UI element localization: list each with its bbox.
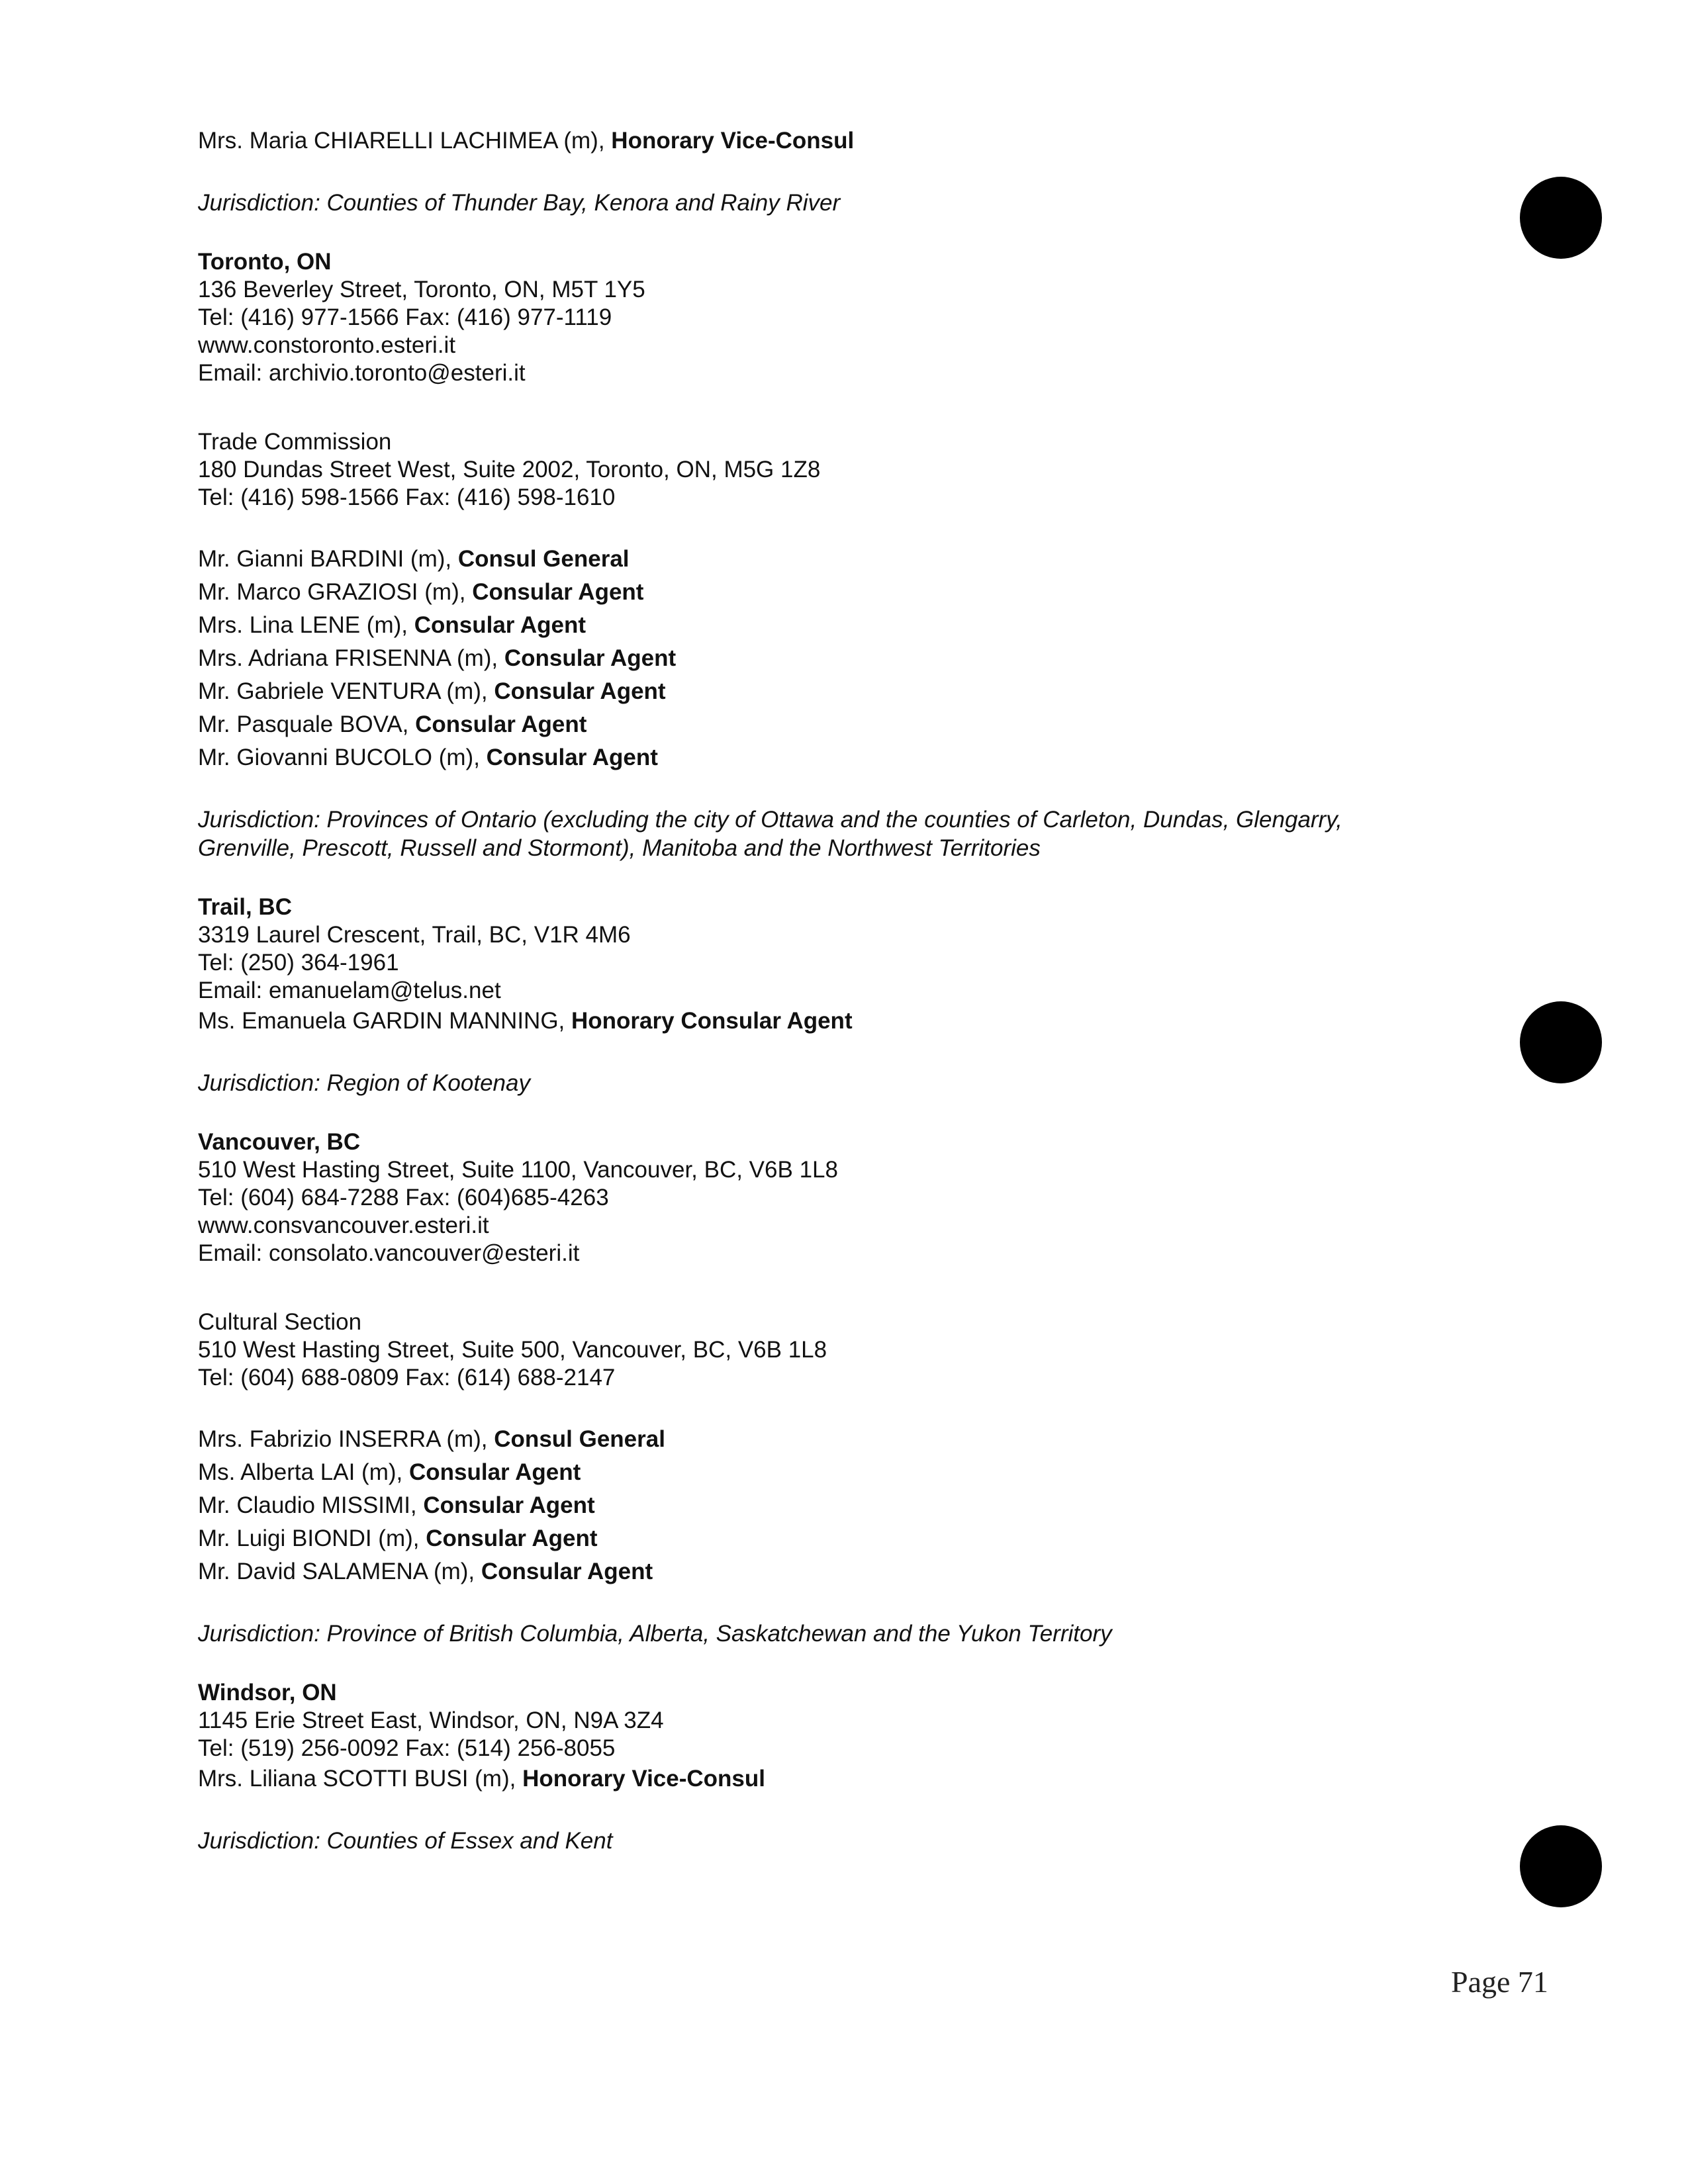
toronto-trade-title: Trade Commission <box>198 429 392 455</box>
jurisdiction-text: Counties of Thunder Bay, Kenora and Rainy River <box>326 190 841 216</box>
windsor-heading: Windsor, ON <box>198 1680 337 1706</box>
toronto-trade-address: 180 Dundas Street West, Suite 2002, Toronto, ON, M5G 1Z8 <box>198 457 821 482</box>
windsor-person: Mrs. Liliana SCOTTI BUSI (m), Honorary Vice-Consul <box>198 1766 765 1792</box>
staff-member: Mrs. Lina LENE (m), Consular Agent <box>198 612 586 638</box>
vancouver-cultural-phone: Tel: (604) 688-0809 Fax: (614) 688-2147 <box>198 1365 616 1390</box>
consulate-listing <box>198 124 1456 1855</box>
binder-hole-bottom <box>1520 1825 1602 1907</box>
staff-member: Mrs. Fabrizio INSERRA (m), Consul General <box>198 1426 665 1452</box>
staff-member: Mr. Claudio MISSIMI, Consular Agent <box>198 1492 595 1518</box>
toronto-staff-list <box>198 543 1456 774</box>
trail-address: 3319 Laurel Crescent, Trail, BC, V1R 4M6 <box>198 922 631 948</box>
staff-member: Mr. David SALAMENA (m), Consular Agent <box>198 1559 653 1584</box>
windsor-address: 1145 Erie Street East, Windsor, ON, N9A 3Z4 <box>198 1707 664 1733</box>
jurisdiction-text: Provinces of Ontario (excluding the city of Ottawa and the counties of Carleton, Dundas, Glengarry, Grenville, Prescott, Russell and Stormont), Manitoba and the Northwest Territories <box>198 807 1342 861</box>
thunder-bay-jurisdiction <box>198 189 1456 217</box>
staff-member: Mrs. Adriana FRISENNA (m), Consular Agent <box>198 645 677 671</box>
binder-hole-middle <box>1520 1001 1602 1083</box>
jurisdiction-label: Jurisdiction: <box>198 1828 320 1854</box>
vancouver-jurisdiction <box>198 1619 1456 1648</box>
vancouver-address: 510 West Hasting Street, Suite 1100, Vancouver, BC, V6B 1L8 <box>198 1157 838 1183</box>
windsor-jurisdiction <box>198 1827 1456 1855</box>
jurisdiction-label: Jurisdiction: <box>198 190 320 216</box>
jurisdiction-text: Counties of Essex and Kent <box>326 1828 613 1854</box>
toronto-jurisdiction <box>198 805 1442 862</box>
toronto-trade-phone: Tel: (416) 598-1566 Fax: (416) 598-1610 <box>198 484 616 510</box>
trail-jurisdiction <box>198 1069 1456 1097</box>
staff-member: Mr. Pasquale BOVA, Consular Agent <box>198 711 587 737</box>
staff-member: Mr. Marco GRAZIOSI (m), Consular Agent <box>198 579 644 605</box>
toronto-email: Email: archivio.toronto@esteri.it <box>198 360 526 386</box>
vancouver-staff-list <box>198 1423 1456 1588</box>
trail-email: Email: emanuelam@telus.net <box>198 978 501 1003</box>
vancouver-phone: Tel: (604) 684-7288 Fax: (604)685-4263 <box>198 1185 609 1210</box>
staff-member: Mr. Giovanni BUCOLO (m), Consular Agent <box>198 745 658 770</box>
trail-heading: Trail, BC <box>198 894 292 920</box>
person-title: Mrs. <box>198 128 244 154</box>
staff-member: Mr. Gianni BARDINI (m), Consul General <box>198 546 630 572</box>
trail-person: Ms. Emanuela GARDIN MANNING, Honorary Consular Agent <box>198 1008 853 1034</box>
thunder-bay-person <box>198 124 1456 158</box>
vancouver-cultural-address: 510 West Hasting Street, Suite 500, Vancouver, BC, V6B 1L8 <box>198 1337 827 1363</box>
toronto-address: 136 Beverley Street, Toronto, ON, M5T 1Y5 <box>198 277 645 302</box>
person-name: Maria CHIARELLI LACHIMEA (m), <box>249 128 605 154</box>
page-number: Page 71 <box>1451 1965 1548 1999</box>
vancouver-website: www.consvancouver.esteri.it <box>198 1212 489 1238</box>
staff-member: Mr. Gabriele VENTURA (m), Consular Agent <box>198 678 666 704</box>
toronto-phone: Tel: (416) 977-1566 Fax: (416) 977-1119 <box>198 304 612 330</box>
jurisdiction-label: Jurisdiction: <box>198 1621 320 1647</box>
staff-member: Ms. Alberta LAI (m), Consular Agent <box>198 1459 581 1485</box>
trail-phone: Tel: (250) 364-1961 <box>198 950 399 976</box>
jurisdiction-label: Jurisdiction: <box>198 1070 320 1096</box>
jurisdiction-text: Province of British Columbia, Alberta, Saskatchewan and the Yukon Territory <box>326 1621 1112 1647</box>
person-role: Honorary Vice-Consul <box>611 128 855 154</box>
toronto-heading: Toronto, ON <box>198 249 332 275</box>
jurisdiction-text: Region of Kootenay <box>326 1070 530 1096</box>
toronto-website: www.constoronto.esteri.it <box>198 332 456 358</box>
vancouver-cultural-title: Cultural Section <box>198 1309 362 1335</box>
vancouver-email: Email: consolato.vancouver@esteri.it <box>198 1240 580 1266</box>
vancouver-heading: Vancouver, BC <box>198 1129 361 1155</box>
jurisdiction-label: Jurisdiction: <box>198 807 320 833</box>
windsor-phone: Tel: (519) 256-0092 Fax: (514) 256-8055 <box>198 1735 616 1761</box>
binder-hole-top <box>1520 177 1602 259</box>
staff-member: Mr. Luigi BIONDI (m), Consular Agent <box>198 1525 598 1551</box>
